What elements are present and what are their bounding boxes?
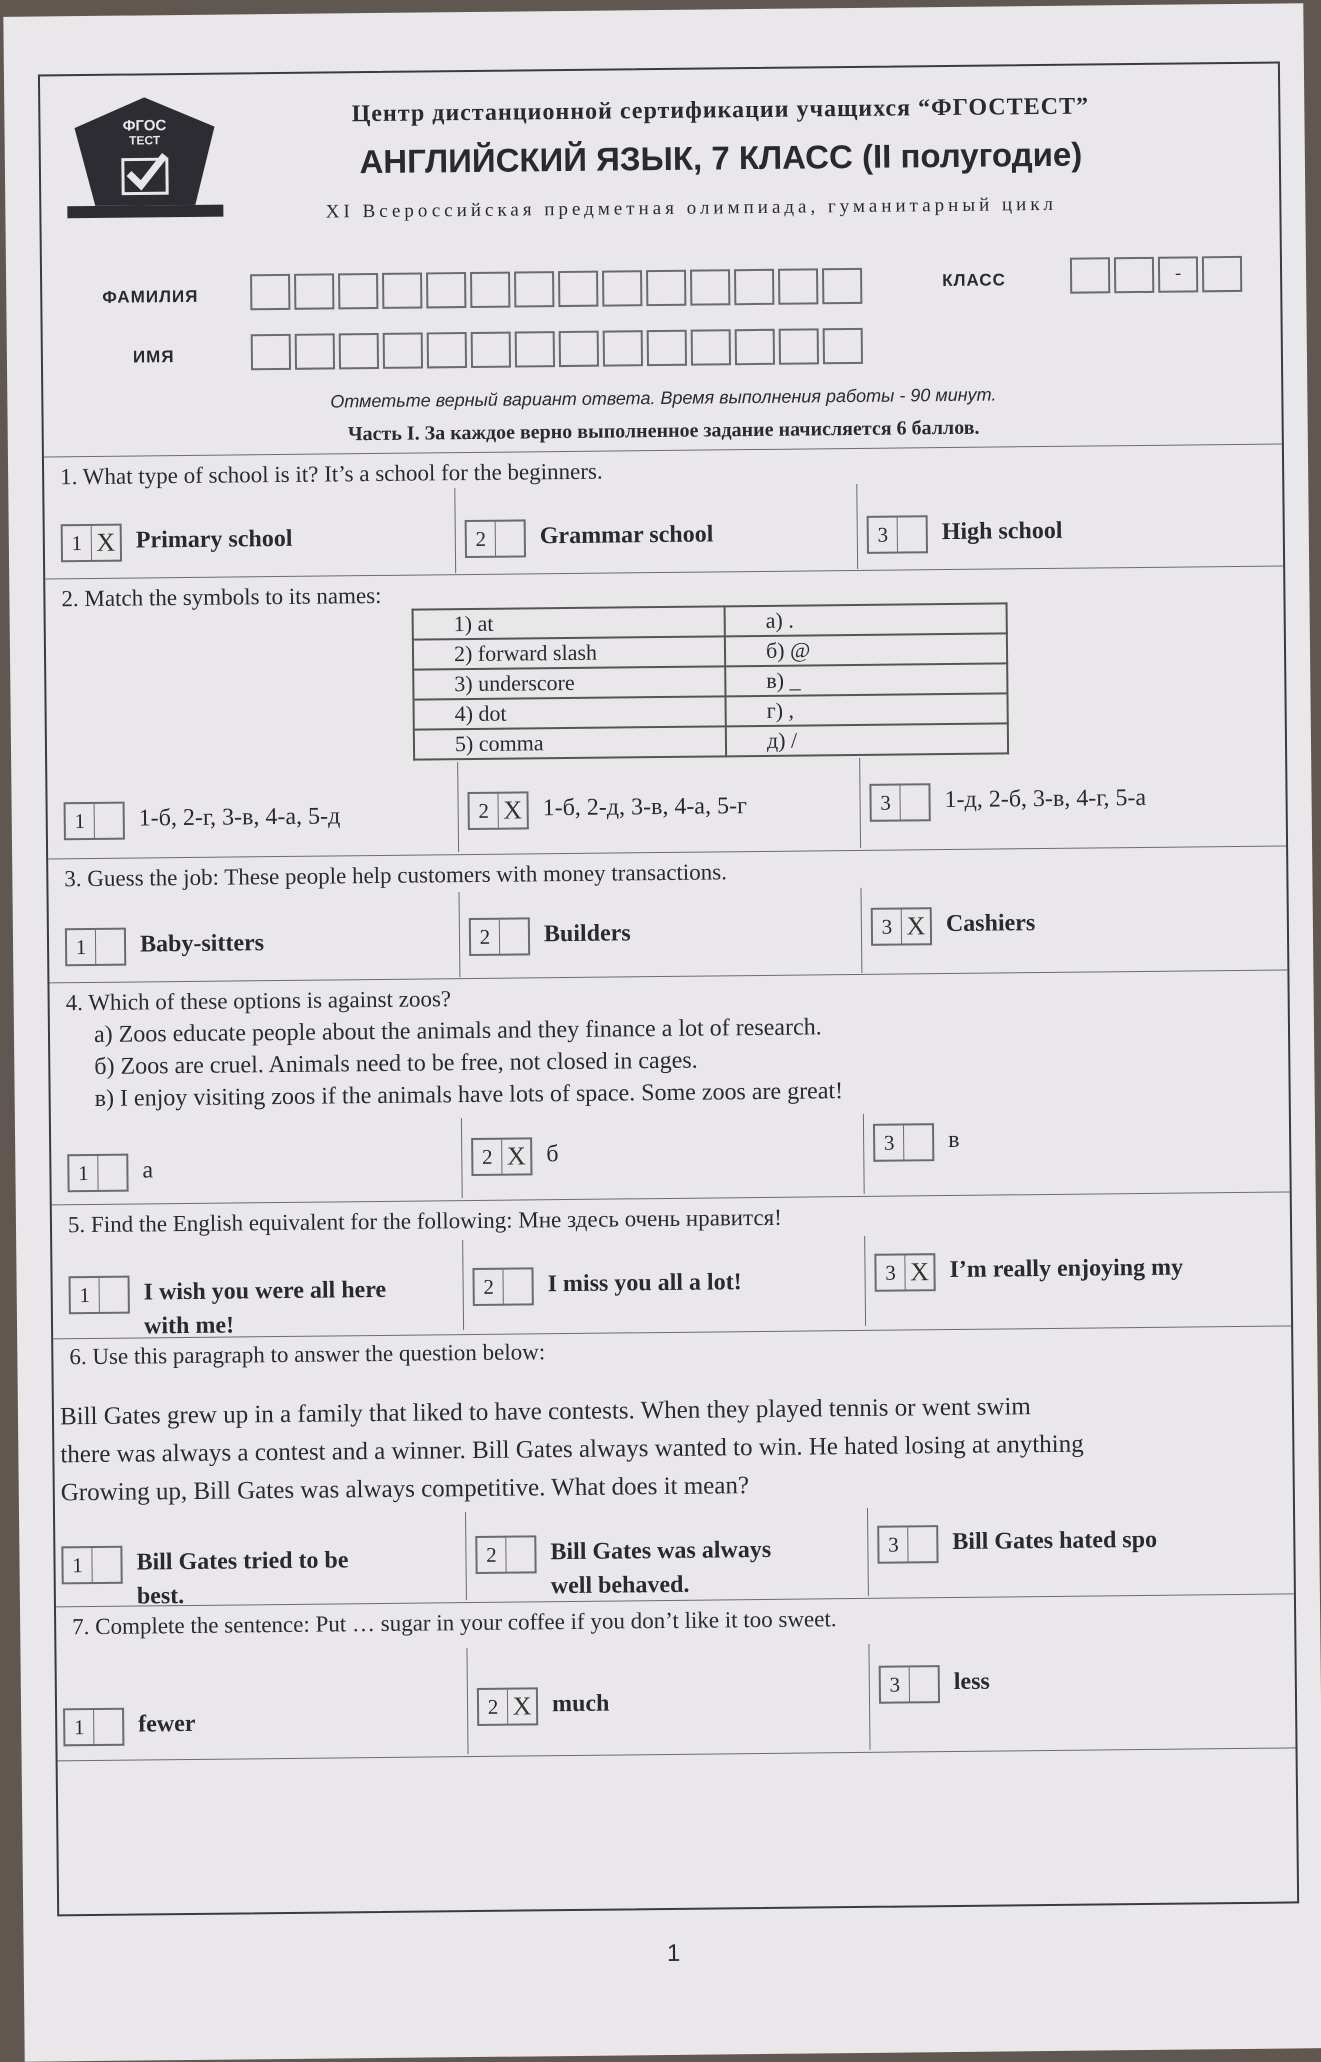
answer-mark: X bbox=[906, 911, 926, 941]
q5-option-1[interactable]: 1 I wish you were all here with me! bbox=[69, 1273, 387, 1344]
class-label: КЛАСС bbox=[942, 270, 1006, 291]
q2-option-1[interactable]: 1 1-б, 2-г, 3-в, 4-а, 5-д bbox=[64, 799, 341, 840]
q4-statement-a: а) Zoos educate people about the animals and they finance a lot of research. bbox=[93, 1014, 822, 1048]
q1-option-3[interactable]: 3 High school bbox=[867, 514, 1063, 554]
logo-text-bottom: ТЕСТ bbox=[129, 133, 161, 148]
q1-option-1[interactable]: 1 X Primary school bbox=[61, 522, 293, 562]
class-input[interactable] bbox=[1070, 256, 1246, 294]
surname-label: ФАМИЛИЯ bbox=[102, 286, 199, 307]
answer-mark: X bbox=[512, 1691, 532, 1721]
q4-statement-b: б) Zoos are cruel. Animals need to be free, not closed in cages. bbox=[94, 1047, 698, 1080]
q4-option-2[interactable]: 2 X б bbox=[471, 1137, 559, 1176]
q6-option-2[interactable]: 2 Bill Gates was always well behaved. bbox=[475, 1533, 771, 1604]
center-name: Центр дистанционной сертификации учащихся “ФГОСТЕСТ” bbox=[351, 93, 1090, 128]
part-heading: Часть I. За каждое верно выполненное задание начисляется 6 баллов. bbox=[347, 416, 980, 446]
q7-option-1[interactable]: 1 fewer bbox=[63, 1707, 196, 1746]
answer-mark: X bbox=[503, 795, 523, 825]
q6-paragraph-line-1: Bill Gates grew up in a family that liked to have contests. When they played tennis or went swim bbox=[59, 1393, 1031, 1431]
table-row: 1) at а) . bbox=[413, 603, 1007, 639]
table-row: 3) underscore в) _ bbox=[413, 663, 1007, 699]
table-row: 5) comma д) / bbox=[414, 723, 1008, 759]
answer-mark: X bbox=[96, 527, 116, 557]
question-2-text: 2. Match the symbols to its names: bbox=[61, 582, 382, 612]
olympiad-line: XI Всероссийская предметная олимпиада, гуманитарный цикл bbox=[325, 193, 1058, 223]
logo-text-top: ФГОС bbox=[122, 117, 167, 135]
surname-input[interactable] bbox=[250, 268, 866, 310]
q5-option-2[interactable]: 2 I miss you all a lot! bbox=[472, 1265, 741, 1306]
q6-option-1[interactable]: 1 Bill Gates tried to be best. bbox=[61, 1543, 349, 1614]
table-row: 2) forward slash б) @ bbox=[413, 633, 1007, 669]
name-label: ИМЯ bbox=[132, 347, 175, 367]
q3-option-3[interactable]: 3 X Cashiers bbox=[871, 906, 1036, 946]
q4-statement-c: в) I enjoy visiting zoos if the animals have lots of space. Some zoos are great! bbox=[94, 1078, 844, 1112]
instruction-text: Отметьте верный вариант ответа. Время выполнения работы - 90 минут. bbox=[330, 384, 997, 412]
name-input[interactable] bbox=[251, 328, 867, 370]
q7-option-3[interactable]: 3 less bbox=[879, 1665, 990, 1704]
question-6-text: 6. Use this paragraph to answer the question below: bbox=[69, 1339, 546, 1370]
q7-option-2[interactable]: 2 X much bbox=[477, 1687, 610, 1726]
test-sheet bbox=[3, 3, 1321, 2062]
q3-option-1[interactable]: 1 Baby-sitters bbox=[65, 926, 264, 966]
q4-option-1[interactable]: 1 а bbox=[67, 1153, 153, 1192]
q3-option-2[interactable]: 2 Builders bbox=[469, 916, 631, 956]
q1-option-2[interactable]: 2 Grammar school bbox=[465, 517, 714, 558]
question-4-text: 4. Which of these options is against zoos? bbox=[65, 986, 452, 1016]
q2-option-2[interactable]: 2 X 1-б, 2-д, 3-в, 4-а, 5-г bbox=[467, 789, 747, 830]
q4-option-3[interactable]: 3 в bbox=[873, 1123, 960, 1162]
symbols-table bbox=[412, 602, 1010, 760]
q6-paragraph-line-2: there was always a contest and a winner. Bill Gates always wanted to win. He hated losing at anything bbox=[60, 1430, 1084, 1469]
question-5-text: 5. Find the English equivalent for the following: Мне здесь очень нравится! bbox=[67, 1204, 782, 1238]
q2-option-3[interactable]: 3 1-д, 2-б, 3-в, 4-г, 5-а bbox=[869, 781, 1146, 822]
q5-option-3[interactable]: 3 X I’m really enjoying my bbox=[874, 1251, 1183, 1292]
q6-option-3[interactable]: 3 Bill Gates hated spo bbox=[877, 1523, 1157, 1564]
answer-mark: X bbox=[909, 1257, 930, 1287]
page-number: 1 bbox=[666, 1939, 681, 1968]
question-1-text: 1. What type of school is it? It’s a school for the beginners. bbox=[60, 458, 603, 490]
question-3-text: 3. Guess the job: These people help customers with money transactions. bbox=[64, 859, 728, 892]
q6-paragraph-line-3: Growing up, Bill Gates was always competitive. What does it mean? bbox=[60, 1472, 750, 1507]
question-7-text: 7. Complete the sentence: Put … sugar in your coffee if you don’t like it too sweet. bbox=[72, 1606, 837, 1640]
answer-mark: X bbox=[506, 1141, 526, 1171]
table-row: 4) dot г) , bbox=[414, 693, 1008, 729]
test-frame bbox=[38, 61, 1299, 1916]
page-title: АНГЛИЙСКИЙ ЯЗЫК, 7 КЛАСС (II полугодие) bbox=[359, 135, 1083, 181]
